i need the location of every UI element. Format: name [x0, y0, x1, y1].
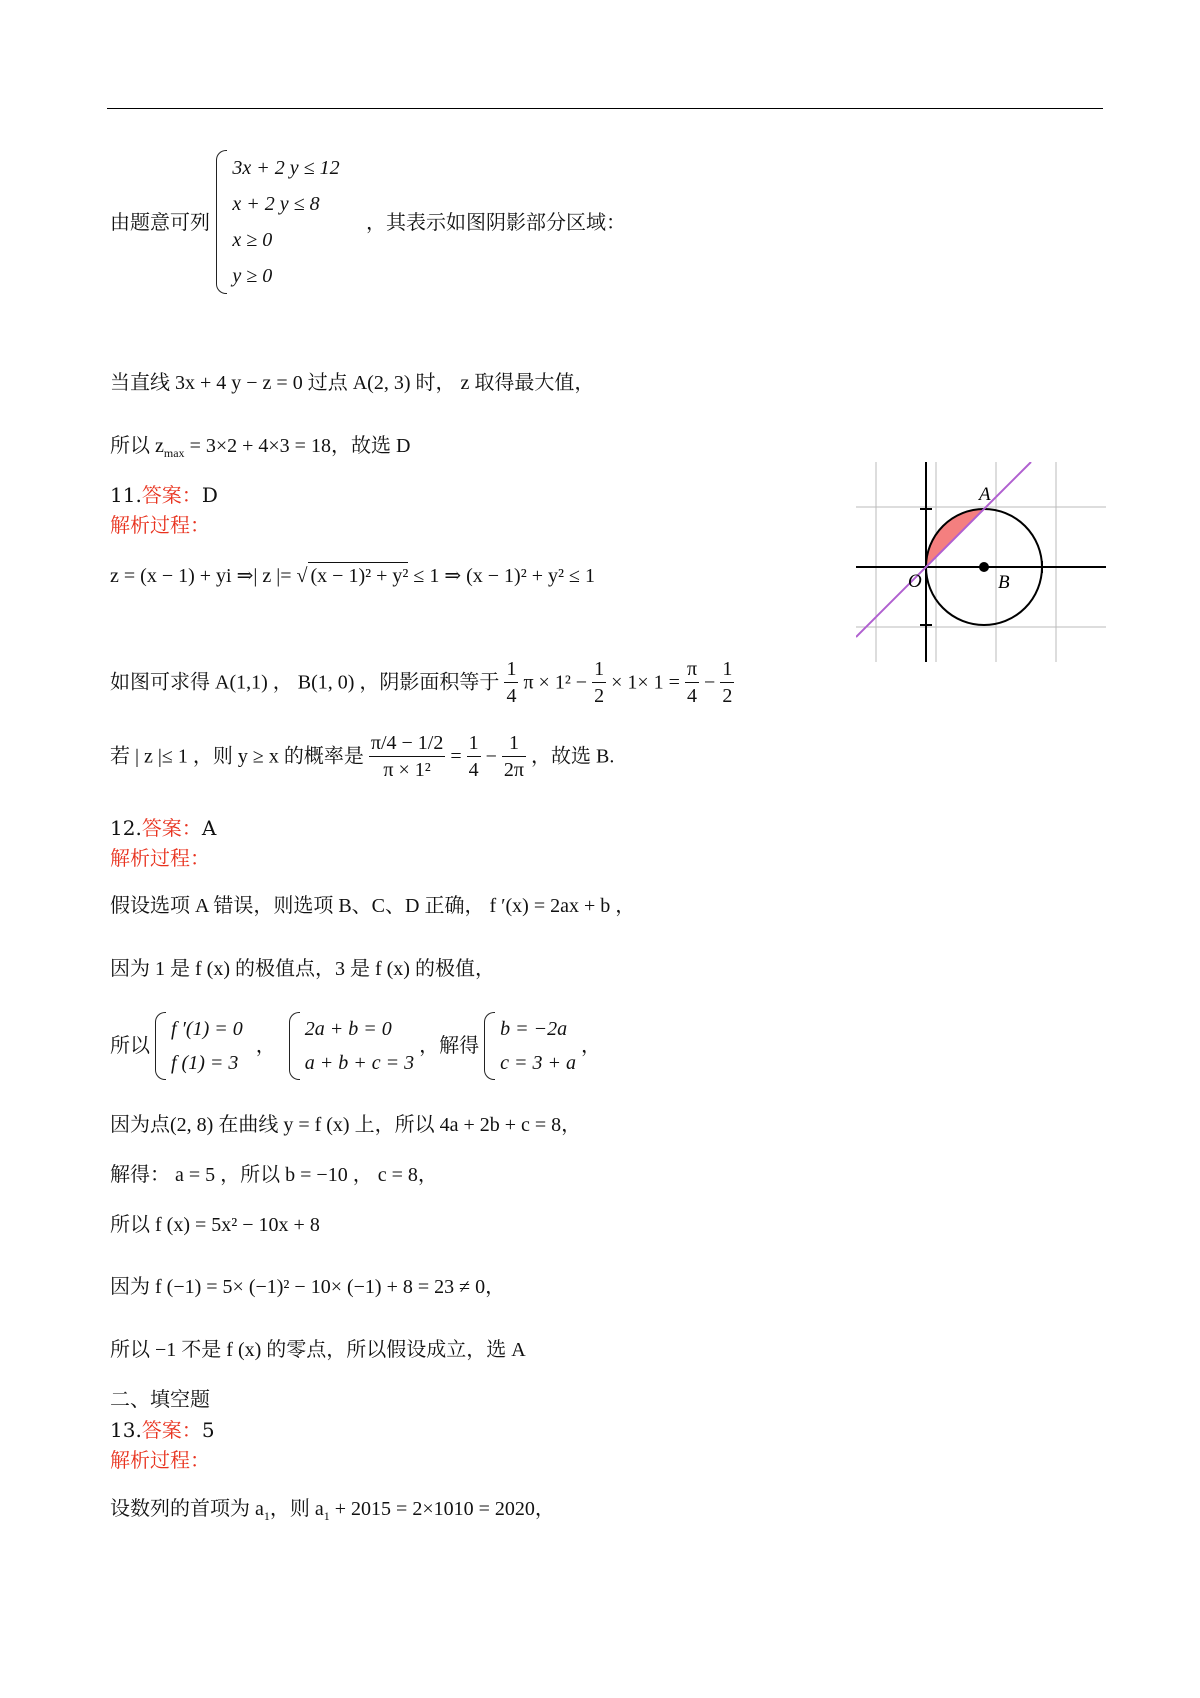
q11-probability-line	[110, 730, 614, 783]
inequality-system	[216, 150, 339, 294]
fraction-1-2b	[720, 656, 734, 709]
point-b	[979, 562, 989, 572]
system-2-eq-2: a + b + c = 3	[304, 1052, 415, 1074]
q12-line-4: 因为点(2, 8) 在曲线 y = f (x) 上，所以 4a + 2b + c = 8，	[110, 1114, 582, 1136]
frac-den: 4	[506, 685, 517, 707]
frac-num: 1	[720, 656, 734, 683]
prob-den: π × 1²	[383, 759, 431, 781]
inequality-2: x + 2 y ≤ 8	[232, 193, 320, 215]
constraint-system-line	[110, 150, 626, 294]
q11-area-text: 如图可求得 A(1,1) ， B(1, 0) ，阴影面积等于	[110, 671, 500, 694]
zmax-text: 所以 z	[110, 435, 164, 457]
q11-answer-label: 答案：	[141, 483, 202, 507]
system-1	[155, 1012, 243, 1080]
frac-num: 1	[502, 730, 526, 757]
q13-text-c: + 2015 = 2×1010 = 2020，	[329, 1498, 555, 1520]
q12-line-1: 假设选项 A 错误，则选项 B、C、D 正确， f ′(x) = 2ax + b ，	[110, 895, 636, 917]
label-o: O	[908, 571, 922, 592]
line-max-condition: 当直线 3x + 4 y − z = 0 过点 A(2, 3) 时， z 取得最大值，	[110, 372, 595, 394]
q11-equation: z = (x − 1) + yi ⇒| z |= √ (x − 1)² + y² ≤ 1 ⇒ (x − 1)² + y² ≤ 1	[110, 562, 595, 589]
q11-answer: D	[201, 483, 218, 507]
section-heading: 二、填空题	[110, 1387, 210, 1411]
fraction-1-2pi	[502, 730, 526, 783]
q11-eq-right: ≤ 1 ⇒ (x − 1)² + y² ≤ 1	[408, 565, 595, 587]
q13-line-1	[110, 1496, 555, 1529]
q13-number: 13.	[110, 1418, 142, 1442]
q12-line-8: 所以 −1 不是 f (x) 的零点，所以假设成立，选 A	[110, 1339, 526, 1361]
q11-analysis-label: 解析过程：	[110, 513, 210, 537]
q13-text-b: ，则 a	[269, 1498, 324, 1520]
q11-eq-radicand: (x − 1)² + y²	[308, 562, 409, 589]
inequality-4: y ≥ 0	[232, 265, 273, 287]
q12-answer-line	[110, 815, 216, 841]
sys-tail: ，其表示如图阴影部分区域：	[365, 210, 626, 234]
q13-analysis-label: 解析过程：	[110, 1448, 210, 1472]
frac-den: 2π	[503, 759, 525, 781]
comma: ，	[581, 1035, 601, 1057]
left-brace	[484, 1012, 495, 1080]
system-3-eq-2: c = 3 + a	[500, 1052, 576, 1074]
inequality-1: 3x + 2 y ≤ 12	[232, 157, 340, 179]
frac-num: 1	[467, 730, 481, 757]
sys-intro: 由题意可列	[110, 210, 210, 234]
q12-line-6: 所以 f (x) = 5x² − 10x + 8	[110, 1214, 320, 1236]
q13-sub: 1	[263, 1509, 270, 1523]
q12-line-5: 解得： a = 5 ，所以 b = −10 ， c = 8，	[110, 1164, 438, 1186]
prob-num: π/4 − 1/2	[369, 730, 446, 757]
system-3-eq-1: b = −2a	[500, 1018, 568, 1040]
system-2	[289, 1012, 414, 1080]
system-3	[484, 1012, 576, 1080]
minus-sign: −	[485, 745, 497, 768]
fraction-pi-4	[685, 656, 699, 709]
q12-analysis-label: 解析过程：	[110, 846, 210, 870]
fraction-1-2	[592, 656, 606, 709]
q11-area-mid: π × 1² −	[523, 671, 588, 694]
q11-area-line	[110, 656, 734, 709]
q13-text-a: 设数列的首项为 a	[110, 1498, 264, 1520]
frac-num: π	[685, 656, 699, 683]
q12-systems-line	[110, 1012, 601, 1080]
zmax-result: = 3×2 + 4×3 = 18，故选 D	[184, 435, 411, 457]
header-rule	[107, 108, 1103, 109]
frac-num: 1	[504, 656, 518, 683]
zmax-subscript: max	[163, 446, 185, 460]
fraction-1-4b	[467, 730, 481, 783]
q13-answer-line	[110, 1417, 215, 1443]
q11-number: 11.	[110, 483, 142, 507]
q12-answer: A	[201, 816, 217, 840]
q11-prob-tail: ，故选 B.	[531, 745, 615, 768]
left-brace	[155, 1012, 166, 1080]
q12-answer-label: 答案：	[141, 816, 202, 840]
line-y-equals-x	[856, 462, 1031, 637]
comma: ，	[255, 1035, 276, 1057]
q13-sub2: 1	[323, 1509, 330, 1523]
label-b: B	[998, 572, 1010, 593]
system-2-eq-1: 2a + b = 0	[304, 1018, 392, 1040]
line-zmax	[110, 433, 410, 466]
inequality-3: x ≥ 0	[232, 229, 273, 251]
frac-den: 2	[594, 685, 605, 707]
left-brace	[216, 150, 227, 294]
q13-answer: 5	[201, 1418, 215, 1442]
q12-line-2: 因为 1 是 f (x) 的极值点，3 是 f (x) 的极值，	[110, 958, 495, 980]
label-a: A	[979, 484, 991, 505]
q11-answer-line	[110, 482, 218, 508]
left-brace	[289, 1012, 300, 1080]
circle-figure	[856, 462, 1106, 662]
q11-prob-text: 若 | z |≤ 1 ，则 y ≥ x 的概率是	[110, 745, 364, 768]
frac-den: 4	[686, 685, 697, 707]
q13-answer-label: 答案：	[141, 1418, 202, 1442]
q12-solve: ，解得	[419, 1035, 480, 1057]
q12-number: 12.	[110, 816, 142, 840]
fraction-1-4	[504, 656, 518, 709]
q11-eq-left: z = (x − 1) + yi ⇒| z |=	[110, 565, 297, 587]
probability-fraction	[369, 730, 446, 783]
frac-num: 1	[592, 656, 606, 683]
equals-sign: =	[450, 745, 462, 768]
frac-den: 4	[468, 759, 479, 781]
frac-den: 2	[722, 685, 733, 707]
system-1-eq-1: f ′(1) = 0	[171, 1018, 243, 1040]
q11-area-mid2: × 1× 1 =	[611, 671, 680, 694]
system-1-eq-2: f (1) = 3	[171, 1052, 239, 1074]
q12-so: 所以	[110, 1035, 150, 1057]
minus-sign: −	[704, 671, 716, 694]
q12-line-7: 因为 f (−1) = 5× (−1)² − 10× (−1) + 8 = 23 ≠ 0，	[110, 1276, 506, 1298]
